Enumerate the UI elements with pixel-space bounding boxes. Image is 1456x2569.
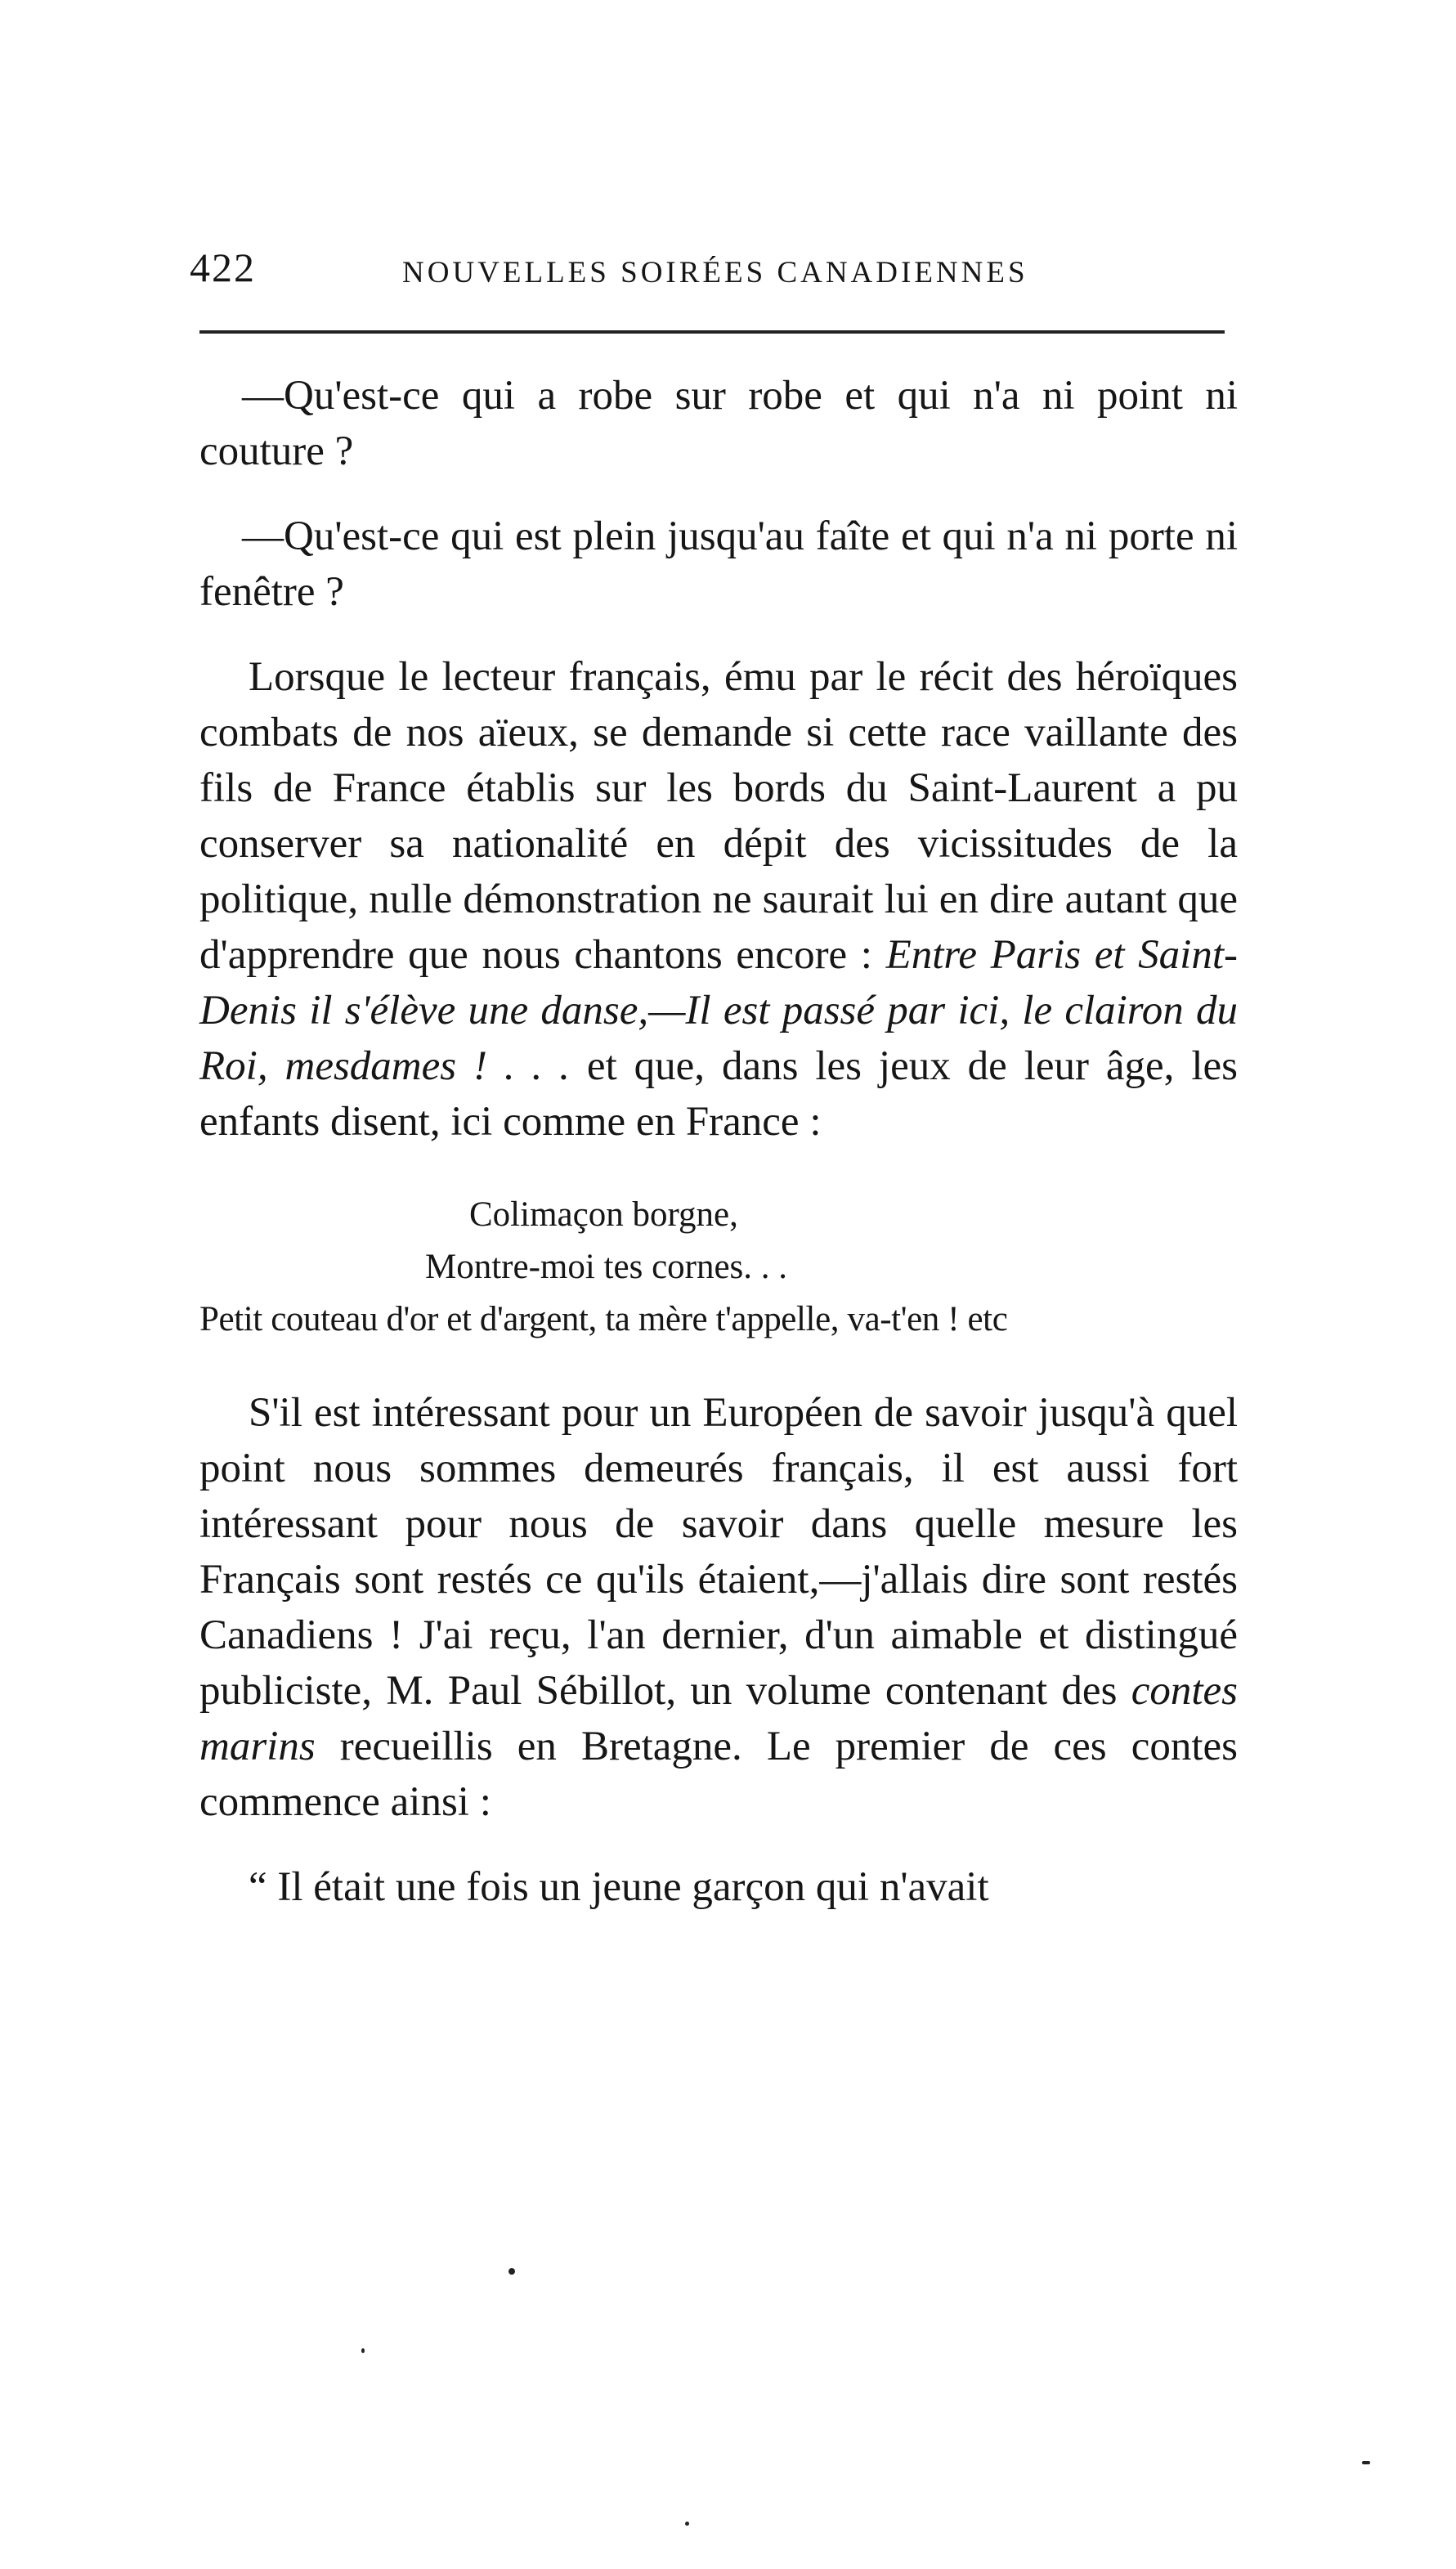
song-quotation: Entre Paris et Saint-Denis il s'élève une danse,—Il est passé par ici, le clairon du Roi, mesdames ! . . . [199,932,1238,1089]
paragraph-tail-text: et que, dans les jeux de leur âge, les enfants disent, ici comme en France : [199,1043,1238,1145]
paragraph-lead-text: S'il est intéressant pour un Européen de savoir jusqu'à quel point nous sommes demeurés français, il est aussi fort intéressant pour nous de savoir dans quelle mesure les Français sont restés ce qu'ils étaient,—j'allais dire sont restés Canadiens ! J'ai reçu, l'an dernier, d'un aimable et distingué publiciste, M. Paul Sébillot, un volume contenant des [199,1390,1238,1714]
scan-speck [508,2268,515,2275]
paragraph-french-reader [199,649,1238,1150]
rhyme-verse [199,1189,1238,1346]
paragraph-lead-text: Lorsque le lecteur français, ému par le récit des héroïques combats de nos aïeux, se demande si cette race vaillante des fils de France établis sur les bords du Saint-Laurent a pu conserver sa nationalité en dépit des vicissitudes de la politique, nulle démonstration ne saurait lui en dire autant que d'apprendre que nous chantons encore : [199,654,1238,978]
body-text [199,368,1238,1915]
verse-line: Colimaçon borgne, [469,1195,738,1234]
running-head [190,237,1236,303]
scan-speck [685,2522,689,2526]
scan-speck [361,2348,365,2353]
paragraph-european [199,1385,1238,1830]
book-title-italic: contes marins [199,1668,1238,1769]
riddle-paragraph-2: —Qu'est-ce qui est plein jusqu'au faîte et qui n'a ni porte ni fenêtre ? [199,513,1238,615]
scan-speck [1362,2461,1370,2464]
verse-line: Petit couteau d'or et d'argent, ta mère t'appelle, va-t'en ! etc [199,1300,1008,1338]
header-rule [199,330,1225,334]
page-number: 422 [190,244,256,290]
verse-line: Montre-moi tes cornes. . . [425,1248,788,1286]
quote-paragraph: “ Il était une fois un jeune garçon qui n'avait [249,1864,989,1910]
riddle-paragraph-1: —Qu'est-ce qui a robe sur robe et qui n'a ni point ni couture ? [199,373,1238,474]
paragraph-tail-text: recueillis en Bretagne. Le premier de ces contes commence ainsi : [199,1724,1238,1825]
running-title: NOUVELLES SOIRÉES CANADIENNES [402,256,1028,289]
